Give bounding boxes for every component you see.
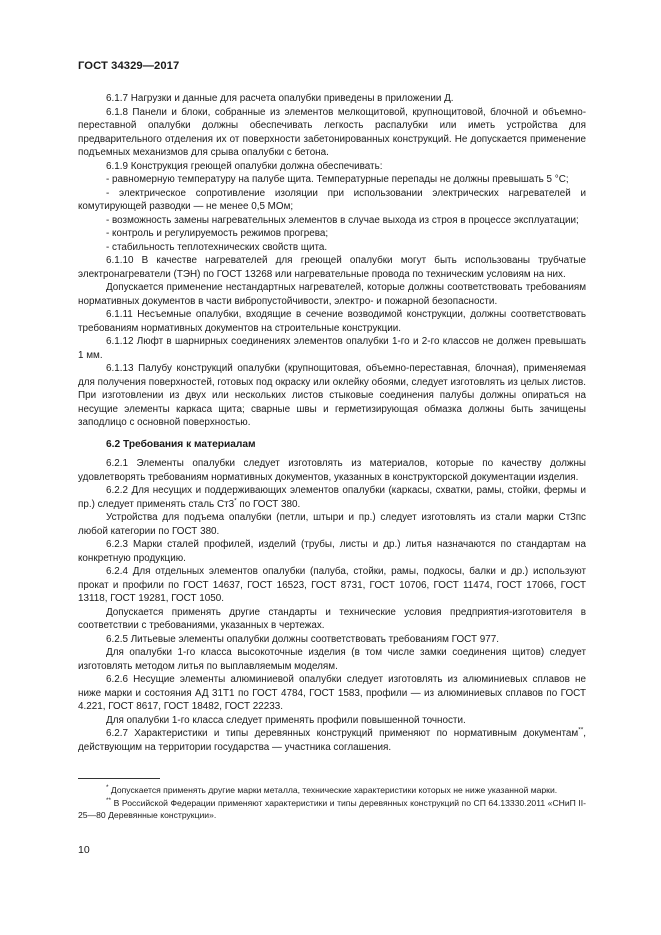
list-item-replacement: - возможность замены нагревательных элементов в случае выхода из строя в процессе эксплуатации; [106, 214, 579, 226]
footnotes [78, 784, 586, 822]
footnote-2-text: В Российской Федерации применяют характеристики и типы деревянных конструкций по СП 64.13330.2011 «СНиП II-25—80 Деревянные конструкции». [78, 798, 586, 820]
footnote-ref-1: * [234, 497, 237, 505]
paragraph-6-2-2 [78, 484, 586, 511]
paragraph-precision-casting: Для опалубки 1-го класса высокоточные изделия (в том числе замки соединения щитов) следует изготовлять методом литья по выплавляемым моделям. [78, 647, 586, 672]
paragraph-6-1-10: 6.1.10 В качестве нагревателей для греющей опалубки могут быть использованы трубчатые электронагреватели (ТЭН) по ГОСТ 13268 или нагревательные провода по техническим условиям на них. [78, 255, 586, 280]
paragraph-6-2-4: 6.2.4 Для отдельных элементов опалубки (палуба, стойки, рамы, подкосы, балки и др.) используют прокат и профили по ГОСТ 14637, ГОСТ 16523, ГОСТ 8731, ГОСТ 10706, ГОСТ 11474, ГОСТ 17066, ГОСТ 13118, ГОСТ 19281, ГОСТ 1050. [78, 566, 586, 604]
paragraph-6-2-2-tail: по ГОСТ 380. [236, 498, 301, 510]
list-item-insulation: - электрическое сопротивление изоляции при использовании электрических нагревателей и комутирующей разводки — не менее 0,5 МОм; [78, 187, 586, 212]
paragraph-6-2-1: 6.2.1 Элементы опалубки следует изготовлять из материалов, которые по качеству должны удовлетворять требованиям нормативных документов, указанных в конструкторской документации изделия. [78, 458, 586, 483]
footnote-1 [78, 784, 586, 796]
paragraph-6-1-8: 6.1.8 Панели и блоки, собранные из элементов мелкощитовой, крупнощитовой, блочной и объемно-переставной опалубки должны обеспечивать легкость распалубки или иметь устройства для предварительного отделения их от поверхности забетонированных конструкций. Не допускается применение подъемных механизмов для срыва опалубки с бетона. [78, 106, 586, 158]
paragraph-lifting-devices: Устройства для подъема опалубки (петли, штыри и пр.) следует изготовлять из стали марки Ст3пс любой категории по ГОСТ 380. [78, 512, 586, 537]
footnote-2 [78, 797, 586, 821]
paragraph-6-1-9: 6.1.9 Конструкция греющей опалубки должна обеспечивать: [106, 160, 383, 172]
paragraph-6-2-3: 6.2.3 Марки сталей профилей, изделий (трубы, листы и др.) литья назначаются по стандартам на конкретную продукцию. [78, 539, 586, 564]
paragraph-6-1-7: 6.1.7 Нагрузки и данные для расчета опалубки приведены в приложении Д. [106, 93, 454, 104]
footnote-divider [78, 778, 160, 779]
paragraph-6-2-6: 6.2.6 Несущие элементы алюминиевой опалубки следует изготовлять из алюминиевых сплавов не ниже марки и состояния АД 31Т1 по ГОСТ 4784, ГОСТ 1583, профили — из алюминиевых сплавов по ГОСТ 4.221, ГОСТ 8617, ГОСТ 18482, ГОСТ 22233. [78, 674, 586, 712]
paragraph-6-2-7 [78, 727, 586, 754]
paragraph-6-1-13: 6.1.13 Палубу конструкций опалубки (крупнощитовая, объемно-переставная, блочная), применяемая для получения поверхностей, готовых под окраску или оклейку обоями, следует изготовлять из целых листов. При изготовлении из двух или нескольких листов стыковые соединения палубы должны опираться на несущие элементы каркаса щита; сварные швы и герметизирующая обмазка должны быть зачищены заподлицо с основной поверхностью. [78, 363, 586, 428]
footnote-ref-2: ** [578, 726, 584, 734]
footnote-1-mark: * [106, 784, 109, 792]
document-body [78, 92, 586, 754]
section-title-6-2: 6.2 Требования к материалам [106, 438, 256, 450]
footnote-2-mark: ** [106, 797, 112, 805]
document-code-header: ГОСТ 34329—2017 [78, 60, 180, 72]
paragraph-6-2-2-text: 6.2.2 Для несущих и поддерживающих элементов опалубки (каркасы, схватки, рамы, стойки, фермы и пр.) следует применять сталь Ст3 [78, 485, 586, 510]
list-item-control: - контроль и регулируемость режимов прогрева; [106, 228, 329, 239]
list-item-stability: - стабильность теплотехнических свойств щита. [106, 241, 328, 253]
paragraph-6-1-12: 6.1.12 Люфт в шарнирных соединениях элементов опалубки 1-го и 2-го классов не должен превышать 1 мм. [78, 336, 586, 361]
paragraph-other-standards: Допускается применять другие стандарты и технические условия предприятия-изготовителя в соответствии с требованиями, указанных в чертежах. [78, 606, 586, 631]
paragraph-nonstandard-heaters: Допускается применение нестандартных нагревателей, которые должны соответствовать требованиям нормативных документов в части вибропустойчивости, электро- и пожарной безопасности. [78, 282, 586, 307]
paragraph-6-2-5: 6.2.5 Литьевые элементы опалубки должны соответствовать требованиям ГОСТ 977. [106, 633, 499, 645]
paragraph-6-2-7-tail: , действующим на территории государства — участника соглашения. [78, 728, 586, 753]
footnote-1-text: Допускается применять другие марки металла, технические характеристики которых не ниже указанной марки. [108, 785, 558, 795]
paragraph-6-1-11: 6.1.11 Несъемные опалубки, входящие в сечение возводимой конструкции, должны соответствовать требованиям нормативных документов на строительные конструкции. [78, 309, 586, 334]
paragraph-precision-profiles: Для опалубки 1-го класса следует применять профили повышенной точности. [106, 714, 466, 726]
page-number: 10 [78, 844, 90, 856]
paragraph-6-2-7-text: 6.2.7 Характеристики и типы деревянных конструкций применяют по нормативным документам [106, 728, 579, 739]
list-item-temperature: - равномерную температуру на палубе щита. Температурные перепады не должны превышать 5 °С; [106, 174, 569, 185]
